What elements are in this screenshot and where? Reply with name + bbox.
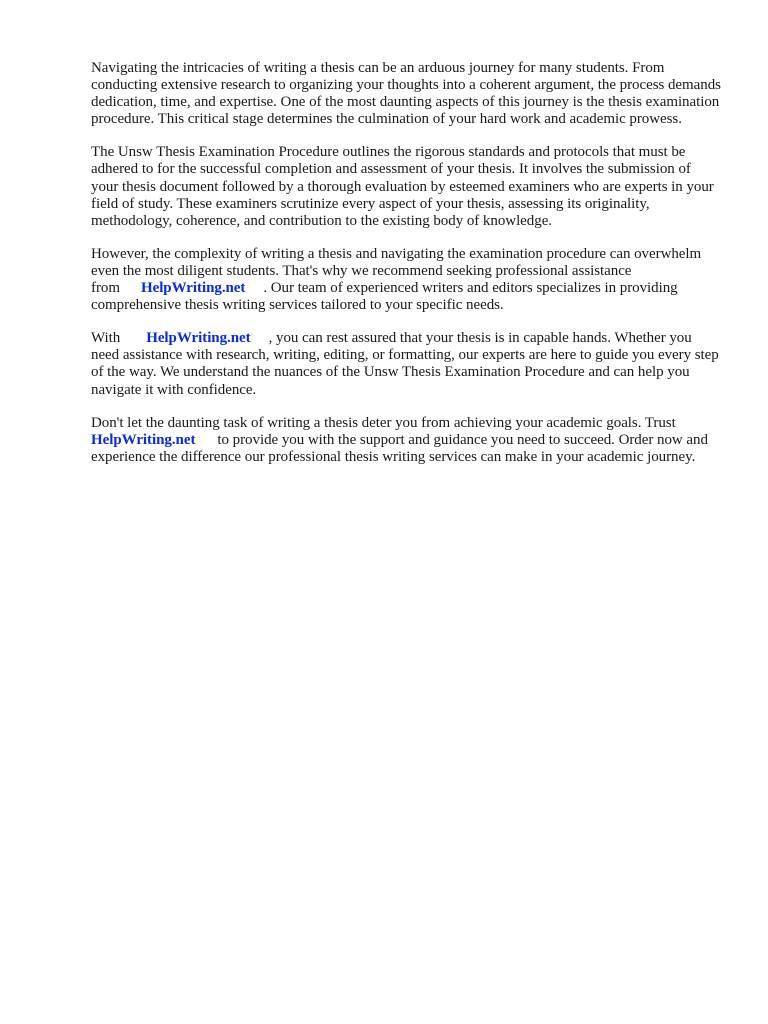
paragraph-procedure: The Unsw Thesis Examination Procedure outlines the rigorous standards and protocols that must be adhered to for the successful completion and assessment of your thesis. It involves the submission of your thesis document followed by a thorough evaluation by esteemed examiners who are experts in your field of study. These examiners scrutinize every aspect of your thesis, assessing its originality, methodology, coherence, and contribution to the existing body of knowledge.	[91, 144, 714, 229]
paragraph-call-to-action	[91, 415, 721, 466]
paragraph-text: Don't let the daunting task of writing a thesis deter you from achieving your academic goals. Trust	[91, 414, 676, 431]
helpwriting-link[interactable]: HelpWriting.net	[140, 280, 246, 297]
helpwriting-link[interactable]: HelpWriting.net	[91, 431, 196, 448]
paragraph-text: to provide you with the support and guidance you need to succeed. Order now and experience the difference our professional thesis writing services can make in your academic journey.	[91, 431, 708, 465]
paragraph-text: . Our team of experienced writers and editors specializes in providing comprehensive thesis writing services tailored to your specific needs.	[91, 280, 678, 314]
document-body	[91, 60, 721, 482]
paragraph-text: , you can rest assured that your thesis is in capable hands. Whether you need assistance with research, writing, editing, or formatting, our experts are here to guide you every step of the way. We understand the nuances of the Unsw Thesis Examination Procedure and can help you navigate it with confidence.	[91, 330, 719, 398]
paragraph-text: With	[91, 330, 121, 347]
paragraph-recommendation	[91, 246, 721, 314]
paragraph-text: However, the complexity of writing a thesis and navigating the examination procedure can overwhelm even the most diligent students. That's why we recommend seeking professional assistance from	[91, 245, 702, 297]
paragraph-assurance	[91, 330, 721, 398]
paragraph-intro: Navigating the intricacies of writing a thesis can be an arduous journey for many students. From conducting extensive research to organizing your thoughts into a coherent argument, the process demands dedication, time, and expertise. One of the most daunting aspects of this journey is the thesis examination procedure. This critical stage determines the culmination of your hard work and academic prowess.	[91, 60, 721, 128]
helpwriting-link[interactable]: HelpWriting.net	[146, 330, 251, 347]
